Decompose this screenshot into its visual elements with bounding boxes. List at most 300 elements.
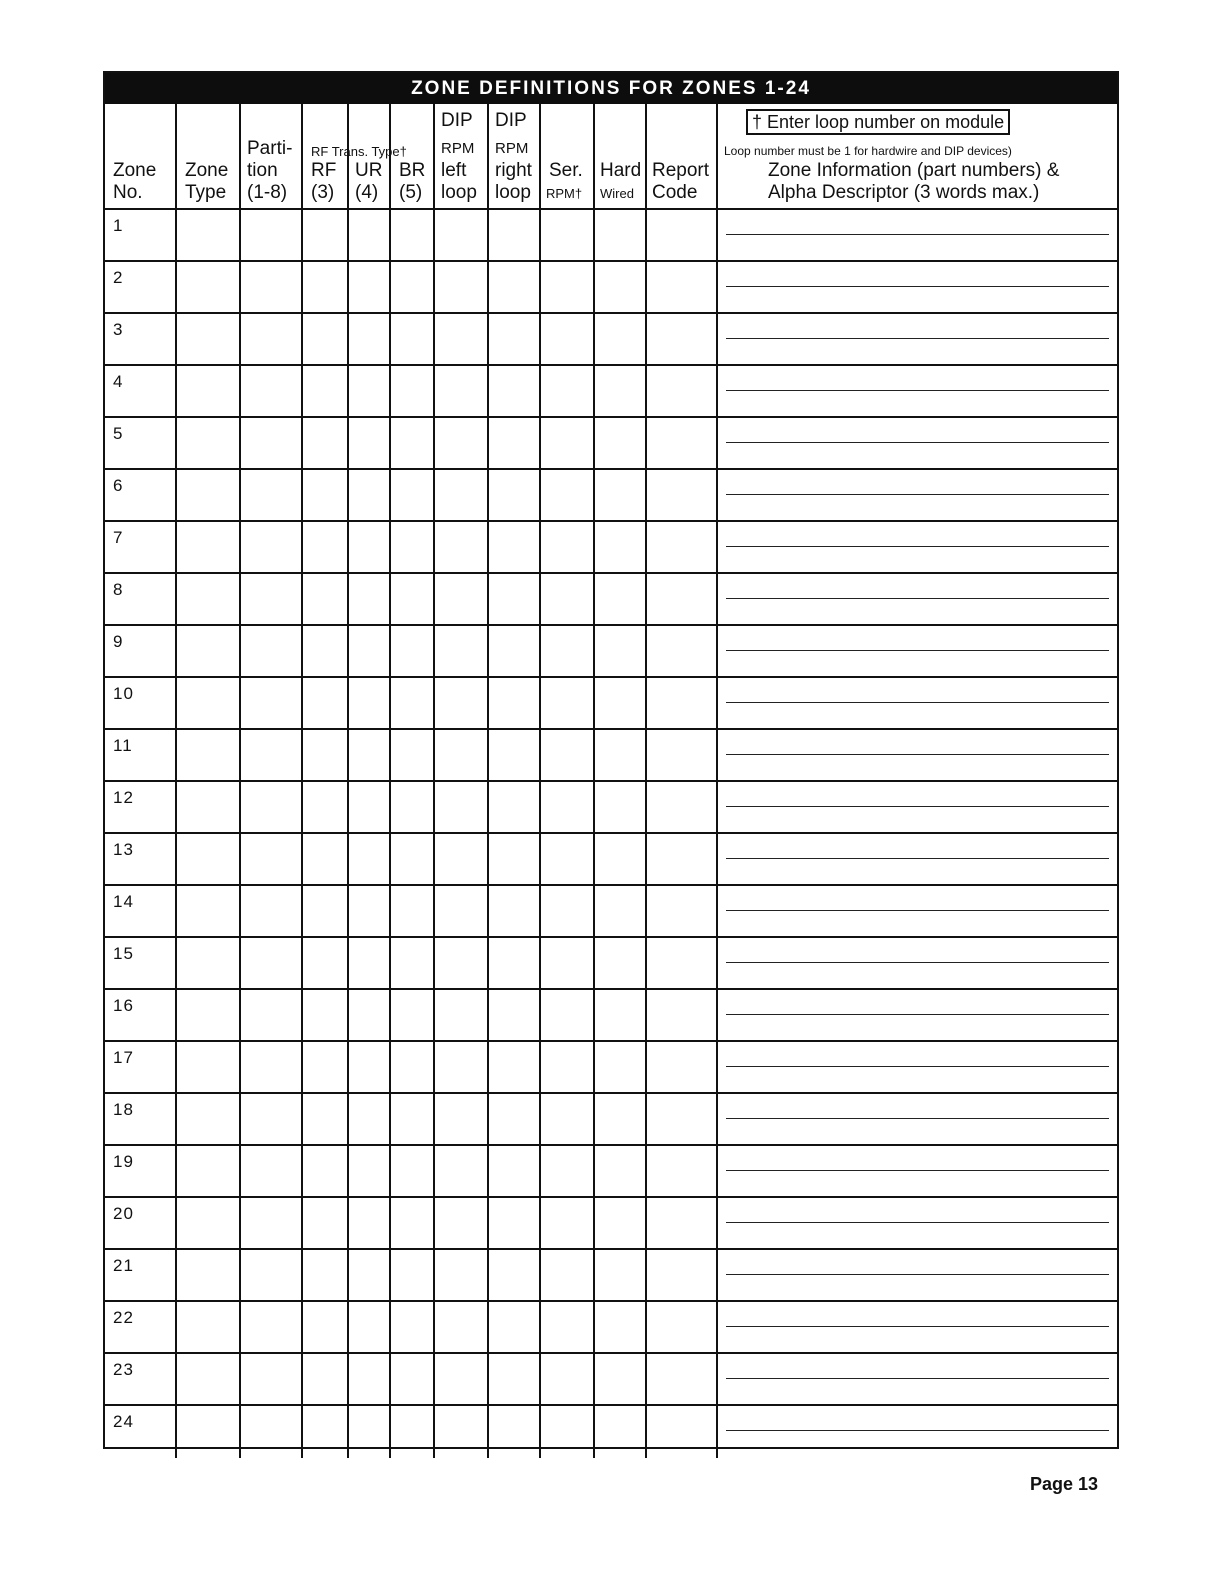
rf-cell[interactable] <box>303 1302 349 1352</box>
dip-left-cell[interactable] <box>435 262 489 312</box>
report-code-cell[interactable] <box>647 1406 718 1458</box>
zone-no <box>105 522 177 572</box>
rf-cell[interactable] <box>303 262 349 312</box>
table-row <box>105 574 1117 626</box>
dip-right-cell[interactable] <box>489 1250 541 1300</box>
zone-info-cell[interactable] <box>718 626 1117 676</box>
ur-cell[interactable] <box>349 626 391 676</box>
hard-wired-cell[interactable] <box>595 210 647 260</box>
br-cell[interactable] <box>391 782 435 832</box>
report-code-cell[interactable] <box>647 1250 718 1300</box>
table-row <box>105 1354 1117 1406</box>
dip-left-cell[interactable] <box>435 730 489 780</box>
dip-right-cell[interactable] <box>489 782 541 832</box>
ur-cell[interactable] <box>349 834 391 884</box>
ur-cell[interactable] <box>349 1094 391 1144</box>
hard-wired-cell[interactable] <box>595 1406 647 1458</box>
zone-type-cell[interactable] <box>177 1354 241 1404</box>
ser-rpm-cell[interactable] <box>541 418 595 468</box>
table-row <box>105 1406 1117 1458</box>
ur-cell[interactable] <box>349 470 391 520</box>
ser-rpm-cell[interactable] <box>541 626 595 676</box>
zone-type-cell[interactable] <box>177 418 241 468</box>
zone-no <box>105 418 177 468</box>
dip-left-cell[interactable] <box>435 1354 489 1404</box>
zone-type-cell[interactable] <box>177 782 241 832</box>
partition-cell[interactable] <box>241 262 303 312</box>
dip-right-cell[interactable] <box>489 1354 541 1404</box>
dip-left-cell[interactable] <box>435 522 489 572</box>
zone-number: 23 <box>113 1360 134 1379</box>
hard-wired-cell[interactable] <box>595 314 647 364</box>
dip-left-cell[interactable] <box>435 470 489 520</box>
ser-rpm-cell[interactable] <box>541 262 595 312</box>
br-cell[interactable] <box>391 1198 435 1248</box>
dip-right-cell[interactable] <box>489 1302 541 1352</box>
rf-cell[interactable] <box>303 1250 349 1300</box>
zone-info-cell[interactable] <box>718 574 1117 624</box>
br-cell[interactable] <box>391 1042 435 1092</box>
header-dip-left <box>435 104 489 208</box>
ur-cell[interactable] <box>349 730 391 780</box>
zone-info-cell[interactable] <box>718 210 1117 260</box>
hard-wired-cell[interactable] <box>595 522 647 572</box>
header-dip-right-line4: loop <box>495 182 531 203</box>
zone-info-cell[interactable] <box>718 314 1117 364</box>
br-cell[interactable] <box>391 1146 435 1196</box>
zone-info-cell[interactable] <box>718 1042 1117 1092</box>
dip-right-cell[interactable] <box>489 522 541 572</box>
dip-right-cell[interactable] <box>489 1198 541 1248</box>
hard-wired-cell[interactable] <box>595 938 647 988</box>
partition-cell[interactable] <box>241 1250 303 1300</box>
ser-rpm-cell[interactable] <box>541 522 595 572</box>
zone-info-cell[interactable] <box>718 1198 1117 1248</box>
partition-cell[interactable] <box>241 1094 303 1144</box>
report-code-cell[interactable] <box>647 1042 718 1092</box>
hard-wired-cell[interactable] <box>595 626 647 676</box>
rf-cell[interactable] <box>303 366 349 416</box>
report-code-cell[interactable] <box>647 262 718 312</box>
report-code-cell[interactable] <box>647 834 718 884</box>
dip-right-cell[interactable] <box>489 574 541 624</box>
zone-info-cell[interactable] <box>718 990 1117 1040</box>
descriptor-writing-line <box>726 1118 1109 1119</box>
zone-type-cell[interactable] <box>177 1302 241 1352</box>
zone-type-cell[interactable] <box>177 1146 241 1196</box>
header-dip-left-line3: left <box>441 160 467 181</box>
descriptor-writing-line <box>726 1170 1109 1171</box>
dip-left-cell[interactable] <box>435 990 489 1040</box>
hard-wired-cell[interactable] <box>595 782 647 832</box>
table-row <box>105 782 1117 834</box>
br-cell[interactable] <box>391 522 435 572</box>
zone-info-cell[interactable] <box>718 1094 1117 1144</box>
br-cell[interactable] <box>391 990 435 1040</box>
report-code-cell[interactable] <box>647 730 718 780</box>
dip-left-cell[interactable] <box>435 1042 489 1092</box>
hard-wired-cell[interactable] <box>595 1250 647 1300</box>
hard-wired-cell[interactable] <box>595 418 647 468</box>
rf-cell[interactable] <box>303 834 349 884</box>
ur-cell[interactable] <box>349 1146 391 1196</box>
ser-rpm-cell[interactable] <box>541 782 595 832</box>
header-dip-right-line2: RPM <box>495 140 529 157</box>
zone-number: 10 <box>113 684 134 703</box>
partition-cell[interactable] <box>241 314 303 364</box>
dip-left-cell[interactable] <box>435 314 489 364</box>
table-row <box>105 210 1117 262</box>
partition-cell[interactable] <box>241 574 303 624</box>
zone-info-cell[interactable] <box>718 782 1117 832</box>
partition-cell[interactable] <box>241 938 303 988</box>
zone-info-cell[interactable] <box>718 730 1117 780</box>
report-code-cell[interactable] <box>647 210 718 260</box>
dip-left-cell[interactable] <box>435 834 489 884</box>
report-code-cell[interactable] <box>647 1146 718 1196</box>
br-cell[interactable] <box>391 1094 435 1144</box>
ur-cell[interactable] <box>349 1042 391 1092</box>
br-cell[interactable] <box>391 886 435 936</box>
ur-cell[interactable] <box>349 782 391 832</box>
rf-cell[interactable] <box>303 1094 349 1144</box>
zone-info-cell[interactable] <box>718 886 1117 936</box>
rf-cell[interactable] <box>303 470 349 520</box>
zone-type-cell[interactable] <box>177 1198 241 1248</box>
rf-cell[interactable] <box>303 1146 349 1196</box>
dip-left-cell[interactable] <box>435 1146 489 1196</box>
partition-cell[interactable] <box>241 678 303 728</box>
report-code-cell[interactable] <box>647 782 718 832</box>
dip-right-cell[interactable] <box>489 990 541 1040</box>
dip-left-cell[interactable] <box>435 678 489 728</box>
table-row <box>105 938 1117 990</box>
zone-info-cell[interactable] <box>718 1250 1117 1300</box>
rf-cell[interactable] <box>303 886 349 936</box>
dip-right-cell[interactable] <box>489 1094 541 1144</box>
zone-type-cell[interactable] <box>177 1094 241 1144</box>
br-cell[interactable] <box>391 574 435 624</box>
ur-cell[interactable] <box>349 886 391 936</box>
dip-left-cell[interactable] <box>435 782 489 832</box>
partition-cell[interactable] <box>241 1302 303 1352</box>
zone-number: 2 <box>113 268 124 287</box>
dip-right-cell[interactable] <box>489 1146 541 1196</box>
table-row <box>105 366 1117 418</box>
table-row <box>105 678 1117 730</box>
br-cell[interactable] <box>391 1406 435 1458</box>
dip-left-cell[interactable] <box>435 626 489 676</box>
partition-cell[interactable] <box>241 886 303 936</box>
report-code-cell[interactable] <box>647 366 718 416</box>
zone-info-cell[interactable] <box>718 1406 1117 1458</box>
loop-number-subnote: Loop number must be 1 for hardwire and DIP devices) <box>724 144 1012 158</box>
dip-right-cell[interactable] <box>489 366 541 416</box>
ur-cell[interactable] <box>349 1198 391 1248</box>
hard-wired-cell[interactable] <box>595 574 647 624</box>
ser-rpm-cell[interactable] <box>541 886 595 936</box>
header-zone-type-line1: Zone <box>185 160 229 181</box>
rf-cell[interactable] <box>303 1354 349 1404</box>
zone-number: 22 <box>113 1308 134 1327</box>
rf-cell[interactable] <box>303 990 349 1040</box>
report-code-cell[interactable] <box>647 470 718 520</box>
zone-info-cell[interactable] <box>718 470 1117 520</box>
br-cell[interactable] <box>391 938 435 988</box>
dip-left-cell[interactable] <box>435 210 489 260</box>
hard-wired-cell[interactable] <box>595 678 647 728</box>
partition-cell[interactable] <box>241 730 303 780</box>
dip-left-cell[interactable] <box>435 938 489 988</box>
ser-rpm-cell[interactable] <box>541 1250 595 1300</box>
zone-type-cell[interactable] <box>177 470 241 520</box>
ser-rpm-cell[interactable] <box>541 938 595 988</box>
br-cell[interactable] <box>391 418 435 468</box>
dip-right-cell[interactable] <box>489 834 541 884</box>
report-code-cell[interactable] <box>647 990 718 1040</box>
zone-info-cell[interactable] <box>718 418 1117 468</box>
dip-left-cell[interactable] <box>435 1302 489 1352</box>
zone-type-cell[interactable] <box>177 990 241 1040</box>
zone-type-cell[interactable] <box>177 1042 241 1092</box>
dip-right-cell[interactable] <box>489 886 541 936</box>
partition-cell[interactable] <box>241 418 303 468</box>
dip-left-cell[interactable] <box>435 886 489 936</box>
zone-type-cell[interactable] <box>177 886 241 936</box>
zone-type-cell[interactable] <box>177 1250 241 1300</box>
ser-rpm-cell[interactable] <box>541 1302 595 1352</box>
hard-wired-cell[interactable] <box>595 262 647 312</box>
header-partition <box>241 104 303 208</box>
ur-cell[interactable] <box>349 938 391 988</box>
ur-cell[interactable] <box>349 418 391 468</box>
br-cell[interactable] <box>391 314 435 364</box>
zone-no <box>105 886 177 936</box>
zone-type-cell[interactable] <box>177 262 241 312</box>
ur-cell[interactable] <box>349 1406 391 1458</box>
zone-type-cell[interactable] <box>177 366 241 416</box>
ser-rpm-cell[interactable] <box>541 1354 595 1404</box>
ser-rpm-cell[interactable] <box>541 314 595 364</box>
ur-cell[interactable] <box>349 678 391 728</box>
rf-cell[interactable] <box>303 1406 349 1458</box>
hard-wired-cell[interactable] <box>595 1354 647 1404</box>
rf-cell[interactable] <box>303 1042 349 1092</box>
ser-rpm-cell[interactable] <box>541 470 595 520</box>
zone-info-cell[interactable] <box>718 262 1117 312</box>
dip-left-cell[interactable] <box>435 1406 489 1458</box>
descriptor-writing-line <box>726 910 1109 911</box>
br-cell[interactable] <box>391 1250 435 1300</box>
ur-cell[interactable] <box>349 314 391 364</box>
hard-wired-cell[interactable] <box>595 366 647 416</box>
ur-cell[interactable] <box>349 574 391 624</box>
report-code-cell[interactable] <box>647 314 718 364</box>
dip-left-cell[interactable] <box>435 1198 489 1248</box>
partition-cell[interactable] <box>241 1146 303 1196</box>
dip-left-cell[interactable] <box>435 418 489 468</box>
ser-rpm-cell[interactable] <box>541 1042 595 1092</box>
ur-cell[interactable] <box>349 1354 391 1404</box>
ser-rpm-cell[interactable] <box>541 366 595 416</box>
ser-rpm-cell[interactable] <box>541 574 595 624</box>
rf-cell[interactable] <box>303 678 349 728</box>
dip-right-cell[interactable] <box>489 418 541 468</box>
dip-left-cell[interactable] <box>435 1094 489 1144</box>
zone-type-cell[interactable] <box>177 626 241 676</box>
report-code-cell[interactable] <box>647 574 718 624</box>
zone-info-cell[interactable] <box>718 834 1117 884</box>
zone-type-cell[interactable] <box>177 314 241 364</box>
br-cell[interactable] <box>391 678 435 728</box>
ur-cell[interactable] <box>349 210 391 260</box>
descriptor-writing-line <box>726 1274 1109 1275</box>
ur-cell[interactable] <box>349 990 391 1040</box>
br-cell[interactable] <box>391 210 435 260</box>
ser-rpm-cell[interactable] <box>541 730 595 780</box>
rf-cell[interactable] <box>303 730 349 780</box>
rf-cell[interactable] <box>303 626 349 676</box>
rf-cell[interactable] <box>303 1198 349 1248</box>
hard-wired-cell[interactable] <box>595 886 647 936</box>
hard-wired-cell[interactable] <box>595 1094 647 1144</box>
dip-left-cell[interactable] <box>435 574 489 624</box>
report-code-cell[interactable] <box>647 1094 718 1144</box>
report-code-cell[interactable] <box>647 1198 718 1248</box>
hard-wired-cell[interactable] <box>595 730 647 780</box>
report-code-cell[interactable] <box>647 522 718 572</box>
rf-cell[interactable] <box>303 210 349 260</box>
partition-cell[interactable] <box>241 1354 303 1404</box>
rf-cell[interactable] <box>303 522 349 572</box>
partition-cell[interactable] <box>241 366 303 416</box>
br-cell[interactable] <box>391 834 435 884</box>
hard-wired-cell[interactable] <box>595 1198 647 1248</box>
ser-rpm-cell[interactable] <box>541 1406 595 1458</box>
zone-type-cell[interactable] <box>177 938 241 988</box>
zone-type-cell[interactable] <box>177 210 241 260</box>
partition-cell[interactable] <box>241 834 303 884</box>
partition-cell[interactable] <box>241 522 303 572</box>
dip-right-cell[interactable] <box>489 210 541 260</box>
table-row <box>105 730 1117 782</box>
partition-cell[interactable] <box>241 1042 303 1092</box>
rf-cell[interactable] <box>303 574 349 624</box>
zone-info-cell[interactable] <box>718 1354 1117 1404</box>
hard-wired-cell[interactable] <box>595 1042 647 1092</box>
ser-rpm-cell[interactable] <box>541 1198 595 1248</box>
ser-rpm-cell[interactable] <box>541 834 595 884</box>
dip-right-cell[interactable] <box>489 262 541 312</box>
hard-wired-cell[interactable] <box>595 1302 647 1352</box>
header-rf-line2: (3) <box>311 182 335 203</box>
ser-rpm-cell[interactable] <box>541 210 595 260</box>
dip-left-cell[interactable] <box>435 366 489 416</box>
ser-rpm-cell[interactable] <box>541 1146 595 1196</box>
hard-wired-cell[interactable] <box>595 1146 647 1196</box>
ur-cell[interactable] <box>349 262 391 312</box>
zone-type-cell[interactable] <box>177 834 241 884</box>
dip-right-cell[interactable] <box>489 314 541 364</box>
zone-info-cell[interactable] <box>718 1302 1117 1352</box>
rf-cell[interactable] <box>303 314 349 364</box>
zone-type-cell[interactable] <box>177 522 241 572</box>
report-code-cell[interactable] <box>647 678 718 728</box>
header-zone-type <box>177 104 241 208</box>
br-cell[interactable] <box>391 470 435 520</box>
report-code-cell[interactable] <box>647 938 718 988</box>
br-cell[interactable] <box>391 626 435 676</box>
rf-cell[interactable] <box>303 418 349 468</box>
rf-cell[interactable] <box>303 782 349 832</box>
hard-wired-cell[interactable] <box>595 834 647 884</box>
partition-cell[interactable] <box>241 626 303 676</box>
br-cell[interactable] <box>391 1354 435 1404</box>
ur-cell[interactable] <box>349 1250 391 1300</box>
dip-right-cell[interactable] <box>489 1042 541 1092</box>
zone-number: 9 <box>113 632 124 651</box>
partition-cell[interactable] <box>241 990 303 1040</box>
dip-right-cell[interactable] <box>489 938 541 988</box>
descriptor-writing-line <box>726 598 1109 599</box>
report-code-cell[interactable] <box>647 886 718 936</box>
zone-info-cell[interactable] <box>718 678 1117 728</box>
partition-cell[interactable] <box>241 1198 303 1248</box>
br-cell[interactable] <box>391 366 435 416</box>
zone-info-cell[interactable] <box>718 1146 1117 1196</box>
zone-type-cell[interactable] <box>177 574 241 624</box>
zone-info-title-line1: Zone Information (part numbers) & <box>768 160 1060 181</box>
br-cell[interactable] <box>391 1302 435 1352</box>
zone-type-cell[interactable] <box>177 678 241 728</box>
ur-cell[interactable] <box>349 366 391 416</box>
zone-no <box>105 210 177 260</box>
ur-cell[interactable] <box>349 1302 391 1352</box>
zone-info-cell[interactable] <box>718 522 1117 572</box>
partition-cell[interactable] <box>241 1406 303 1458</box>
zone-info-cell[interactable] <box>718 366 1117 416</box>
report-code-cell[interactable] <box>647 1354 718 1404</box>
report-code-cell[interactable] <box>647 626 718 676</box>
partition-cell[interactable] <box>241 470 303 520</box>
hard-wired-cell[interactable] <box>595 470 647 520</box>
ur-cell[interactable] <box>349 522 391 572</box>
zone-no <box>105 1302 177 1352</box>
report-code-cell[interactable] <box>647 418 718 468</box>
hard-wired-cell[interactable] <box>595 990 647 1040</box>
ser-rpm-cell[interactable] <box>541 678 595 728</box>
zone-no <box>105 990 177 1040</box>
dip-left-cell[interactable] <box>435 1250 489 1300</box>
dip-right-cell[interactable] <box>489 626 541 676</box>
dip-right-cell[interactable] <box>489 1406 541 1458</box>
zone-type-cell[interactable] <box>177 730 241 780</box>
dip-right-cell[interactable] <box>489 730 541 780</box>
rf-cell[interactable] <box>303 938 349 988</box>
zone-type-cell[interactable] <box>177 1406 241 1458</box>
br-cell[interactable] <box>391 262 435 312</box>
ser-rpm-cell[interactable] <box>541 990 595 1040</box>
dip-right-cell[interactable] <box>489 470 541 520</box>
partition-cell[interactable] <box>241 782 303 832</box>
partition-cell[interactable] <box>241 210 303 260</box>
br-cell[interactable] <box>391 730 435 780</box>
zone-info-cell[interactable] <box>718 938 1117 988</box>
report-code-cell[interactable] <box>647 1302 718 1352</box>
dip-right-cell[interactable] <box>489 678 541 728</box>
zone-number: 16 <box>113 996 134 1015</box>
ser-rpm-cell[interactable] <box>541 1094 595 1144</box>
